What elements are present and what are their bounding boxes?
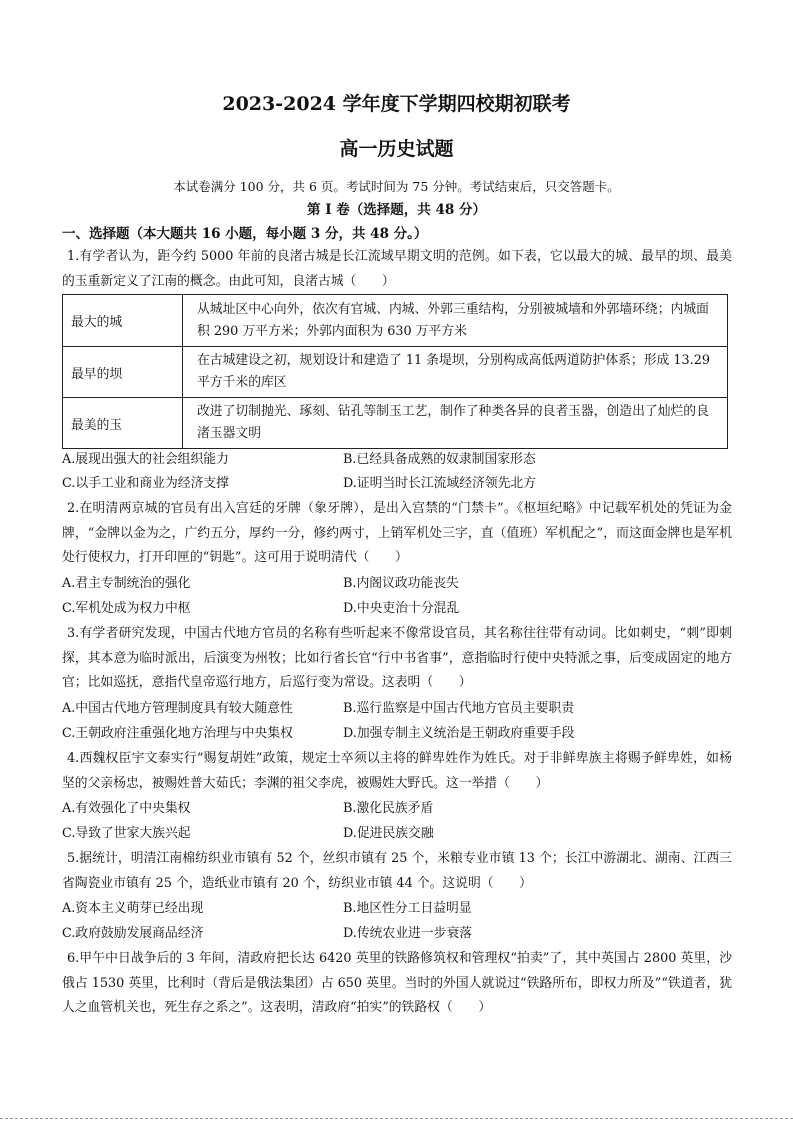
table-row-desc: 在古城建设之初，规划设计和建造了 11 条堤坝，分别构成高低两道防护体系；形成 13.29 平方千米的库区 — [183, 347, 728, 398]
q1-option-d: D.证明当时长江流域经济领先北方 — [343, 476, 537, 491]
q1-option-a: A.展现出强大的社会组织能力 — [62, 452, 229, 467]
table-row-label: 最大的城 — [63, 295, 183, 347]
q5-option-d: D.传统农业进一步衰落 — [343, 926, 473, 941]
q5-option-c: C.政府鼓励发展商品经济 — [62, 926, 204, 941]
q2-option-c: C.军机处成为权力中枢 — [62, 601, 191, 616]
q2-option-b: B.内阁议政功能丧失 — [343, 576, 459, 591]
q4-option-d: D.促进民族交融 — [343, 826, 434, 841]
part-heading: 第 I 卷（选择题，共 48 分） — [307, 202, 486, 218]
q4-option-a: A.有效强化了中央集权 — [62, 801, 191, 816]
table-row-label: 最美的玉 — [63, 398, 183, 449]
table-row-desc: 改进了切制抛光、琢刻、钻孔等制玉工艺，制作了种类各异的良者玉器，创造出了灿烂的良渚玉器文明 — [183, 398, 728, 449]
table-row — [63, 347, 728, 398]
question-3-stem: 3.有学者研究发现，中国古代地方官员的名称有些听起来不像常设官员，其名称往往带有动词。比如刺史，“刺”即刺探，其本意为临时派出，后演变为州牧；比如行省长官“行中书省事”，意指临时行使中央特派之事，后变成固定的地方官；比如巡抚，意指代皇帝巡行地方，后巡行变为常设。这表明（ ） — [62, 626, 732, 690]
table-row — [63, 398, 728, 449]
question-1-table — [62, 294, 728, 449]
q3-option-d: D.加强专制主义统治是王朝政府重要手段 — [343, 726, 575, 741]
question-1-stem: 1.有学者认为，距今约 5000 年前的良渚古城是长江流域早期文明的范例。如下表，它以最大的城、最早的坝、最美的玉重新定义了江南的概念。由此可知，良渚古城（ ） — [62, 249, 732, 289]
question-2-stem: 2.在明清两京城的官员有出入宫廷的牙牌（象牙牌），是出入宫禁的“门禁卡”。《枢垣纪略》中记载军机处的凭证为金牌，“金牌以金为之，广约五分，厚约一分，修约两寸，上销军机处三字，直（值班）军机配之”，而这面金牌也是军机处行使权力，打开印匣的“钥匙”。这可用于说明清代（ ） — [62, 501, 732, 565]
table-row-desc: 从城址区中心向外，依次有官城、内城、外郭三重结构，分别被城墙和外郭墙环绕；内城面积 290 万平方米；外郭内面积为 630 万平方米 — [183, 295, 728, 347]
q5-option-b: B.地区性分工日益明显 — [343, 901, 472, 916]
question-5-stem: 5.据统计，明清江南棉纺织业市镇有 52 个，丝织市镇有 25 个，米粮专业市镇 13 个；长江中游湖北、湖南、江西三省陶瓷业市镇有 25 个，造纸业市镇有 20 个，纺织业市镇 44 个。这说明（ ） — [62, 851, 732, 891]
q4-option-b: B.激化民族矛盾 — [343, 801, 434, 816]
q1-option-c: C.以手工业和商业为经济支撑 — [62, 476, 229, 491]
exam-title: 2023-2024 学年度下学期四校期初联考 — [222, 93, 571, 115]
exam-note: 本试卷满分 100 分，共 6 页。考试时间为 75 分钟。考试结束后，只交答题卡。 — [173, 179, 620, 194]
table-row — [63, 295, 728, 347]
question-6-stem: 6.甲午中日战争后的 3 年间，清政府把长达 6420 英里的铁路修筑权和管理权“拍卖”了，其中英国占 2800 英里，沙俄占 1530 英里，比利时（背后是俄法集团）占 650 英里。当时的外国人就说过“铁路所布，即权力所及”“铁道者，犹人之血管机关也，死生存之系之”。这表明，清政府“拍实”的铁路权（ ） — [62, 951, 732, 1015]
q3-option-a: A.中国古代地方管理制度具有较大随意性 — [62, 701, 293, 716]
q2-option-a: A.君主专制统治的强化 — [62, 576, 191, 591]
table-row-label: 最早的坝 — [63, 347, 183, 398]
q2-option-d: D.中央吏治十分混乱 — [343, 601, 460, 616]
question-4-stem: 4.西魏权臣宇文泰实行“赐复胡姓”政策，规定士卒须以主将的鲜卑姓作为姓氏。对于非鲜卑族主将赐予鲜卑姓，如杨坚的父亲杨忠，被赐姓普大茹氏；李渊的祖父李虎，被赐姓大野氏。这一举措（ ） — [62, 751, 732, 791]
page-bottom-divider — [0, 1118, 793, 1119]
q5-option-a: A.资本主义萌芽已经出现 — [62, 901, 204, 916]
q3-option-b: B.巡行监察是中国古代地方官员主要职责 — [343, 701, 575, 716]
section-heading: 一、选择题（本大题共 16 小题，每小题 3 分，共 48 分。） — [62, 226, 428, 242]
q3-option-c: C.王朝政府注重强化地方治理与中央集权 — [62, 726, 293, 741]
exam-subtitle: 高一历史试题 — [339, 138, 454, 160]
q4-option-c: C.导致了世家大族兴起 — [62, 826, 191, 841]
q1-option-b: B.已经具备成熟的奴隶制国家形态 — [343, 452, 536, 467]
